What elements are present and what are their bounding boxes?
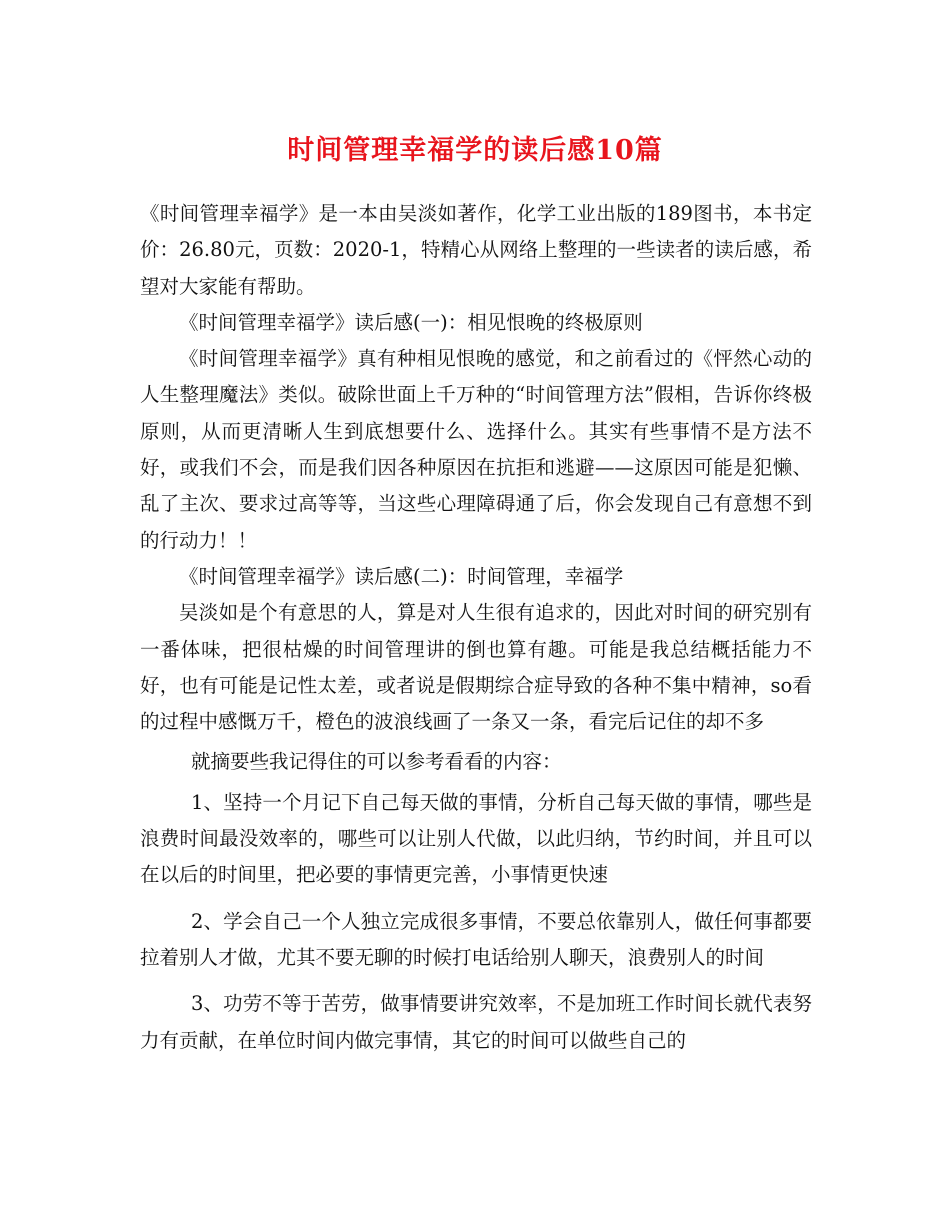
section-heading-1: 《时间管理幸福学》读后感(一)：相见恨晚的终极原则	[179, 310, 643, 334]
section-heading-2: 《时间管理幸福学》读后感(二)：时间管理，幸福学	[179, 564, 624, 588]
summary-intro: 就摘要些我记得住的可以参考看看的内容：	[191, 750, 562, 774]
list-item-2: 2、学会自己一个人独立完成很多事情，不要总依靠别人，做任何事都要拉着别人才做，尤其不要无聊的时候打电话给别人聊天，浪费别人的时间	[140, 909, 812, 969]
document-title: 时间管理幸福学的读后感10篇	[287, 135, 663, 166]
list-item-3: 3、功劳不等于苦劳，做事情要讲究效率，不是加班工作时间长就代表努力有贡献，在单位时间内做完事情，其它的时间可以做些自己的	[140, 992, 812, 1052]
document-body	[140, 196, 812, 1059]
list-item-1: 1、坚持一个月记下自己每天做的事情，分析自己每天做的事情，哪些是浪费时间最没效率的，哪些可以让别人代做，以此归纳，节约时间，并且可以在以后的时间里，把必要的事情更完善，小事情更快速	[140, 790, 812, 887]
intro-paragraph: 《时间管理幸福学》是一本由吴淡如著作，化学工业出版的189图书，本书定价：26.80元，页数：2020-1，特精心从网络上整理的一些读者的读后感，希望对大家能有帮助。	[140, 202, 812, 298]
review-2-paragraph: 吴淡如是个有意思的人，算是对人生很有追求的，因此对时间的研究别有一番体味，把很枯燥的时间管理讲的倒也算有趣。可能是我总结概括能力不好，也有可能是记性太差，或者说是假期综合症导致的各种不集中精神，so看的过程中感慨万千，橙色的波浪线画了一条又一条，看完后记住的却不多	[140, 601, 812, 734]
review-1-paragraph: 《时间管理幸福学》真有种相见恨晚的感觉，和之前看过的《怦然心动的人生整理魔法》类似。破除世面上千万种的“时间管理方法”假相，告诉你终极原则，从而更清晰人生到底想要什么、选择什么。其实有些事情不是方法不好，或我们不会，而是我们因各种原因在抗拒和逃避——这原因可能是犯懒、乱了主次、要求过高等等，当这些心理障碍通了后，你会发现自己有意想不到的行动力！！	[140, 347, 812, 552]
